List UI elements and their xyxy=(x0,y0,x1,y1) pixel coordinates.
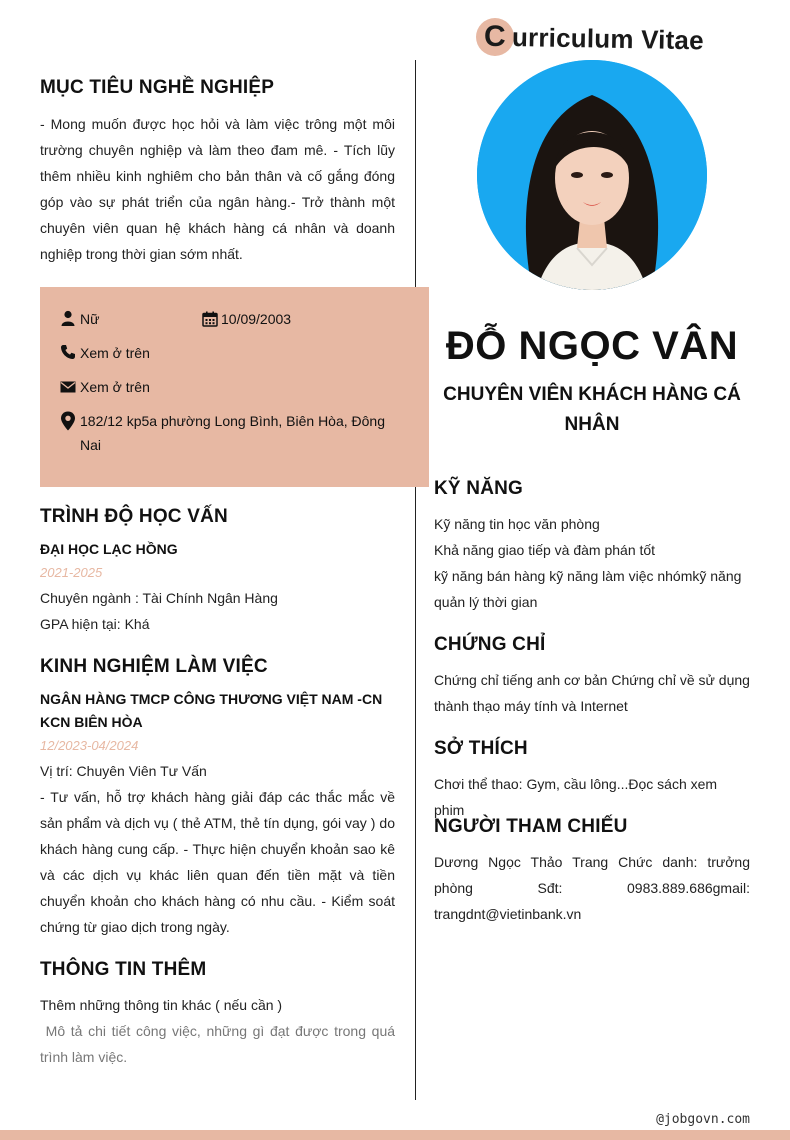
skill-item: Khả năng giao tiếp và đàm phán tốt xyxy=(434,542,656,558)
experience-role: Vị trí: Chuyên Viên Tư Vấn xyxy=(40,763,207,779)
experience-title: KINH NGHIỆM LÀM VIỆC xyxy=(40,656,268,677)
birthday-value: 10/09/2003 xyxy=(221,311,292,327)
experience-company: NGÂN HÀNG TMCP CÔNG THƯƠNG VIỆT NAM -CN KCN BIÊN HÒA xyxy=(40,691,383,730)
experience-period: 12/2023-04/2024 xyxy=(40,738,139,753)
references-text: Dương Ngọc Thảo Trang Chức danh: trưởng phòng Sđt: 0983.889.686gmail: trangdnt@vietinbank.vn xyxy=(434,854,750,922)
calendar-icon xyxy=(202,311,218,327)
user-icon xyxy=(60,310,76,326)
mail-icon xyxy=(60,379,76,395)
watermark: @jobgovn.com xyxy=(656,1112,750,1127)
address-line2: Nai xyxy=(80,437,102,453)
gender-value: Nữ xyxy=(80,311,100,327)
references-title: NGƯỜI THAM CHIẾU xyxy=(434,816,628,837)
skill-item: kỹ năng bán hàng kỹ năng làm việc nhómkỹ năng quản lý thời gian xyxy=(434,568,742,610)
hobbies-title: SỞ THÍCH xyxy=(434,738,528,759)
objective-title: MỤC TIÊU NGHỀ NGHIỆP xyxy=(40,77,275,98)
contact-box xyxy=(40,287,429,487)
column-divider xyxy=(415,60,416,1100)
candidate-name: ĐỖ NGỌC VÂN xyxy=(445,324,739,368)
portrait-photo xyxy=(477,60,707,290)
extra-line1: Thêm những thông tin khác ( nếu cần ) xyxy=(40,997,283,1013)
hobbies-text: Chơi thể thao: Gym, cầu lông...Đọc sách xem phim xyxy=(434,776,718,818)
education-period: 2021-2025 xyxy=(40,565,103,580)
skills-title: KỸ NĂNG xyxy=(434,478,524,499)
logo-initial: C xyxy=(484,20,506,53)
location-icon xyxy=(60,411,76,431)
education-title: TRÌNH ĐỘ HỌC VẤN xyxy=(40,506,228,527)
logo-text: urriculum Vitae xyxy=(511,22,705,56)
phone-value: Xem ở trên xyxy=(80,345,150,361)
cv-logo xyxy=(476,16,726,60)
certificates-title: CHỨNG CHỈ xyxy=(434,634,546,655)
education-school: ĐẠI HỌC LẠC HỒNG xyxy=(40,541,178,557)
phone-icon xyxy=(60,344,76,360)
extra-title: THÔNG TIN THÊM xyxy=(40,959,207,980)
footer-bar xyxy=(0,1130,790,1140)
certificates-text: Chứng chỉ tiếng anh cơ bản Chứng chỉ về sử dụng thành thạo máy tính và Internet xyxy=(434,672,750,714)
experience-description: - Tư vấn, hỗ trợ khách hàng giải đáp các thắc mắc về sản phẩm và dịch vụ ( thẻ ATM, thẻ tín dụng, gói vay ) do khách hàng cung cấp. - Thực hiện chuyển khoản sao kê và các dịch vụ khác liên quan đến tiền mặt và tiền chuyển khoản cho khách hàng có nhu cầu. - Kiểm soát chứng từ giao dịch trong ngày. xyxy=(40,789,395,935)
email-value: Xem ở trên xyxy=(80,379,150,395)
address-line1: 182/12 kp5a phường Long Bình, Biên Hòa, Đông xyxy=(80,413,385,429)
extra-line2: Mô tả chi tiết công việc, những gì đạt được trong quá trình làm việc. xyxy=(40,1023,399,1065)
education-major: Chuyên ngành : Tài Chính Ngân Hàng xyxy=(40,590,278,606)
candidate-position: CHUYÊN VIÊN KHÁCH HÀNG CÁ NHÂN xyxy=(443,384,741,435)
education-gpa: GPA hiện tại: Khá xyxy=(40,616,150,632)
avatar xyxy=(477,60,707,290)
objective-text: - Mong muốn được học hỏi và làm việc trông một môi trường chuyên nghiệp và làm theo đam mê. - Tích lũy thêm nhiều kinh nghiêm cho bản thân và cố gắng đóng góp vào sự phát triển của ngân hàng.- Trở thành một chuyên viên quan hệ khách hàng cá nhân và doanh nghiệp trong thời gian sớm nhất. xyxy=(40,116,395,262)
skill-item: Kỹ năng tin học văn phòng xyxy=(434,516,600,532)
